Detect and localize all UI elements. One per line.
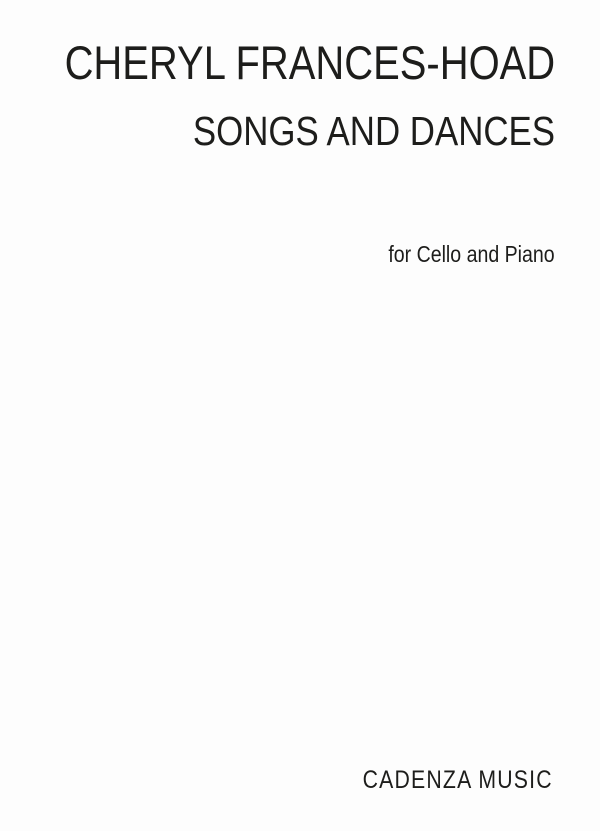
work-title: SONGS AND DANCES (192, 108, 555, 154)
instrumentation-subtitle: for Cello and Piano (388, 241, 555, 267)
composer-name: CHERYL FRANCES-HOAD (64, 36, 555, 89)
publisher-name: CADENZA MUSIC (362, 766, 553, 794)
